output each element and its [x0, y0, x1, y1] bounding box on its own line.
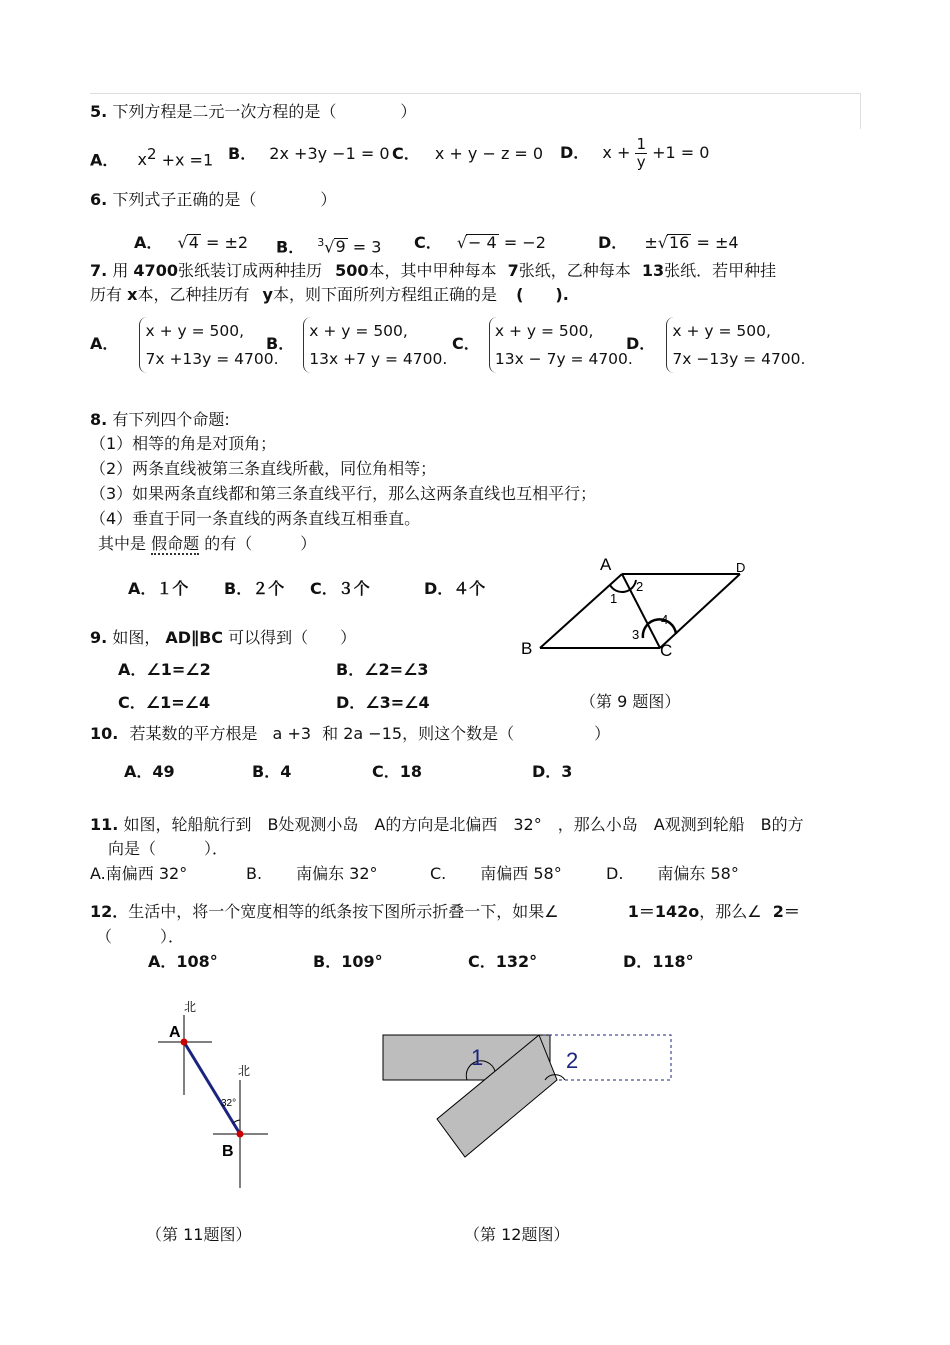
q11-option-d: D. 南偏东 58° — [606, 864, 739, 883]
q8-statement-1: （1）相等的角是对顶角； — [90, 434, 277, 453]
q8-option-a: A．１个 — [128, 579, 189, 598]
q5-fraction: $\frac{1}{y}$ — [636, 135, 646, 171]
q11-option-c: C. 南偏西 58° — [430, 864, 562, 883]
q8-question-tail: 其中是 假命题 的有（ ） — [98, 534, 317, 553]
q9-option-a: A．∠1=∠2 — [118, 660, 211, 679]
q7-option-d: D． x + y = 500, 7x −13y = 4700. — [626, 316, 805, 373]
q6-stem-line: 6. 下列式子正确的是（ ） — [90, 190, 337, 209]
q5-option-a: A． $x^2 +x =1$ — [90, 145, 214, 170]
q9-stem: 9. 如图， AD∥BC 可以得到（ ） — [90, 628, 357, 647]
q5-option-c: C． x + y − z = 0 — [392, 144, 544, 163]
q7-option-b: B． x + y = 500, 13x +7 y = 4700. — [266, 316, 447, 373]
q12-angle-2: 2 — [566, 1048, 579, 1073]
q9-option-d: D．∠3=∠4 — [336, 693, 430, 712]
q5-number: 5. — [90, 102, 108, 121]
q11-label-A: A — [169, 1024, 181, 1041]
q7-option-a: A． x + y = 500, 7x +13y = 4700. — [90, 316, 279, 373]
q8-emphasis: 假命题 — [151, 534, 200, 553]
q8-option-b: B．２个 — [224, 579, 285, 598]
q8-option-c: C．３个 — [310, 579, 370, 598]
q12-option-b: B．109° — [313, 952, 383, 971]
q6-option-c: C． √− 4 = −2 — [414, 233, 546, 252]
q10-option-c: C．18 — [372, 762, 423, 781]
q12-stem-line2: （ ）． — [96, 927, 185, 946]
q9-option-c: C．∠1=∠4 — [118, 693, 211, 712]
q9-label-A: A — [600, 555, 612, 574]
q11-north-label-2: 北 — [238, 1064, 251, 1078]
q9-label-C: C — [660, 641, 673, 660]
q11-stem-line2: 向是（ ）． — [108, 839, 229, 858]
q10-option-a: A．49 — [124, 762, 175, 781]
top-rule — [90, 93, 860, 94]
q10-stem: 10. 若某数的平方根是 a +3 和 2a −15，则这个数是（ ） — [90, 724, 611, 743]
q6-option-a: A． √4 = ±2 — [134, 233, 249, 252]
q8-statement-2: （2）两条直线被第三条直线所截，同位角相等； — [90, 459, 437, 478]
q9-angle-2: 2 — [636, 579, 644, 594]
q9-angle-4: 4 — [661, 612, 669, 627]
q9-angle-1: 1 — [610, 591, 618, 606]
q9-option-b: B．∠2=∠3 — [336, 660, 429, 679]
q11-option-b: B. 南偏东 32° — [246, 864, 378, 883]
q12-stem-line1: 12．生活中，将一个宽度相等的纸条按下图所示折叠一下，如果∠ 1＝142o，那么∠ 2＝ — [90, 902, 800, 921]
q11-stem-line1: 11. 如图，轮船航行到 B处观测小岛 A的方向是北偏西 32° ，那么小岛 A观测到轮船 B的方 — [90, 815, 804, 834]
q12-option-d: D．118° — [623, 952, 694, 971]
q5-option-b: B． 2x +3y −1 = 0 — [228, 144, 390, 163]
right-rule — [860, 93, 861, 129]
q7-stem-line2: 历有 x本，乙种挂历有 y本，则下面所列方程组正确的是 ( ). — [90, 285, 569, 304]
q12-figure-caption: （第 12题图） — [464, 1225, 570, 1244]
q8-stem: 8. 有下列四个命题: — [90, 410, 230, 429]
q10-option-d: D．3 — [532, 762, 573, 781]
q11-north-label-1: 北 — [184, 1000, 197, 1014]
q9-label-D: D — [736, 560, 746, 575]
q11-figure-bearing — [150, 995, 280, 1195]
q12-option-a: A．108° — [148, 952, 218, 971]
q9-angle-3: 3 — [632, 627, 640, 642]
q12-figure-folded-strip — [375, 1025, 680, 1165]
q6-option-b: B． $^3$√9 = 3 — [276, 236, 382, 257]
q11-label-B: B — [222, 1143, 234, 1160]
q5-stem: 下列方程是二元一次方程的是（ ） — [112, 102, 417, 121]
q7-stem-line1: 7. 用 4700张纸装订成两种挂历 500本，其中甲种每本 7张纸，乙种每本 13张纸．若甲种挂 — [90, 261, 777, 280]
q10-option-b: B．4 — [252, 762, 292, 781]
q7-system-c: x + y = 500, 13x − 7y = 4700. — [489, 317, 633, 373]
q6-option-d: D． ±√16 = ±4 — [598, 233, 739, 252]
q7-system-a: x + y = 500, 7x +13y = 4700. — [139, 317, 278, 373]
q12-option-c: C．132° — [468, 952, 538, 971]
q7-option-c: C． x + y = 500, 13x − 7y = 4700. — [452, 316, 633, 373]
q7-system-d: x + y = 500, 7x −13y = 4700. — [666, 317, 805, 373]
q7-system-b: x + y = 500, 13x +7 y = 4700. — [303, 317, 447, 373]
q12-angle-1: 1 — [471, 1045, 484, 1070]
q5-option-d: D． x + $\frac{1}{y}$ +1 = 0 — [560, 135, 710, 171]
q8-statement-4: （4）垂直于同一条直线的两条直线互相垂直。 — [90, 509, 421, 528]
q8-option-d: D．４个 — [424, 579, 486, 598]
q9-figure-parallelogram — [510, 550, 770, 665]
q9-figure-caption: （第 9 题图） — [580, 692, 681, 711]
q11-angle-label: 32° — [221, 1098, 237, 1109]
q5-stem-line — [90, 102, 416, 122]
q9-label-B: B — [521, 639, 533, 658]
q11-option-a: A.南偏西 32° — [90, 864, 188, 883]
q11-figure-caption: （第 11题图） — [146, 1225, 252, 1244]
q8-statement-3: （3）如果两条直线都和第三条直线平行，那么这两条直线也互相平行； — [90, 484, 597, 503]
